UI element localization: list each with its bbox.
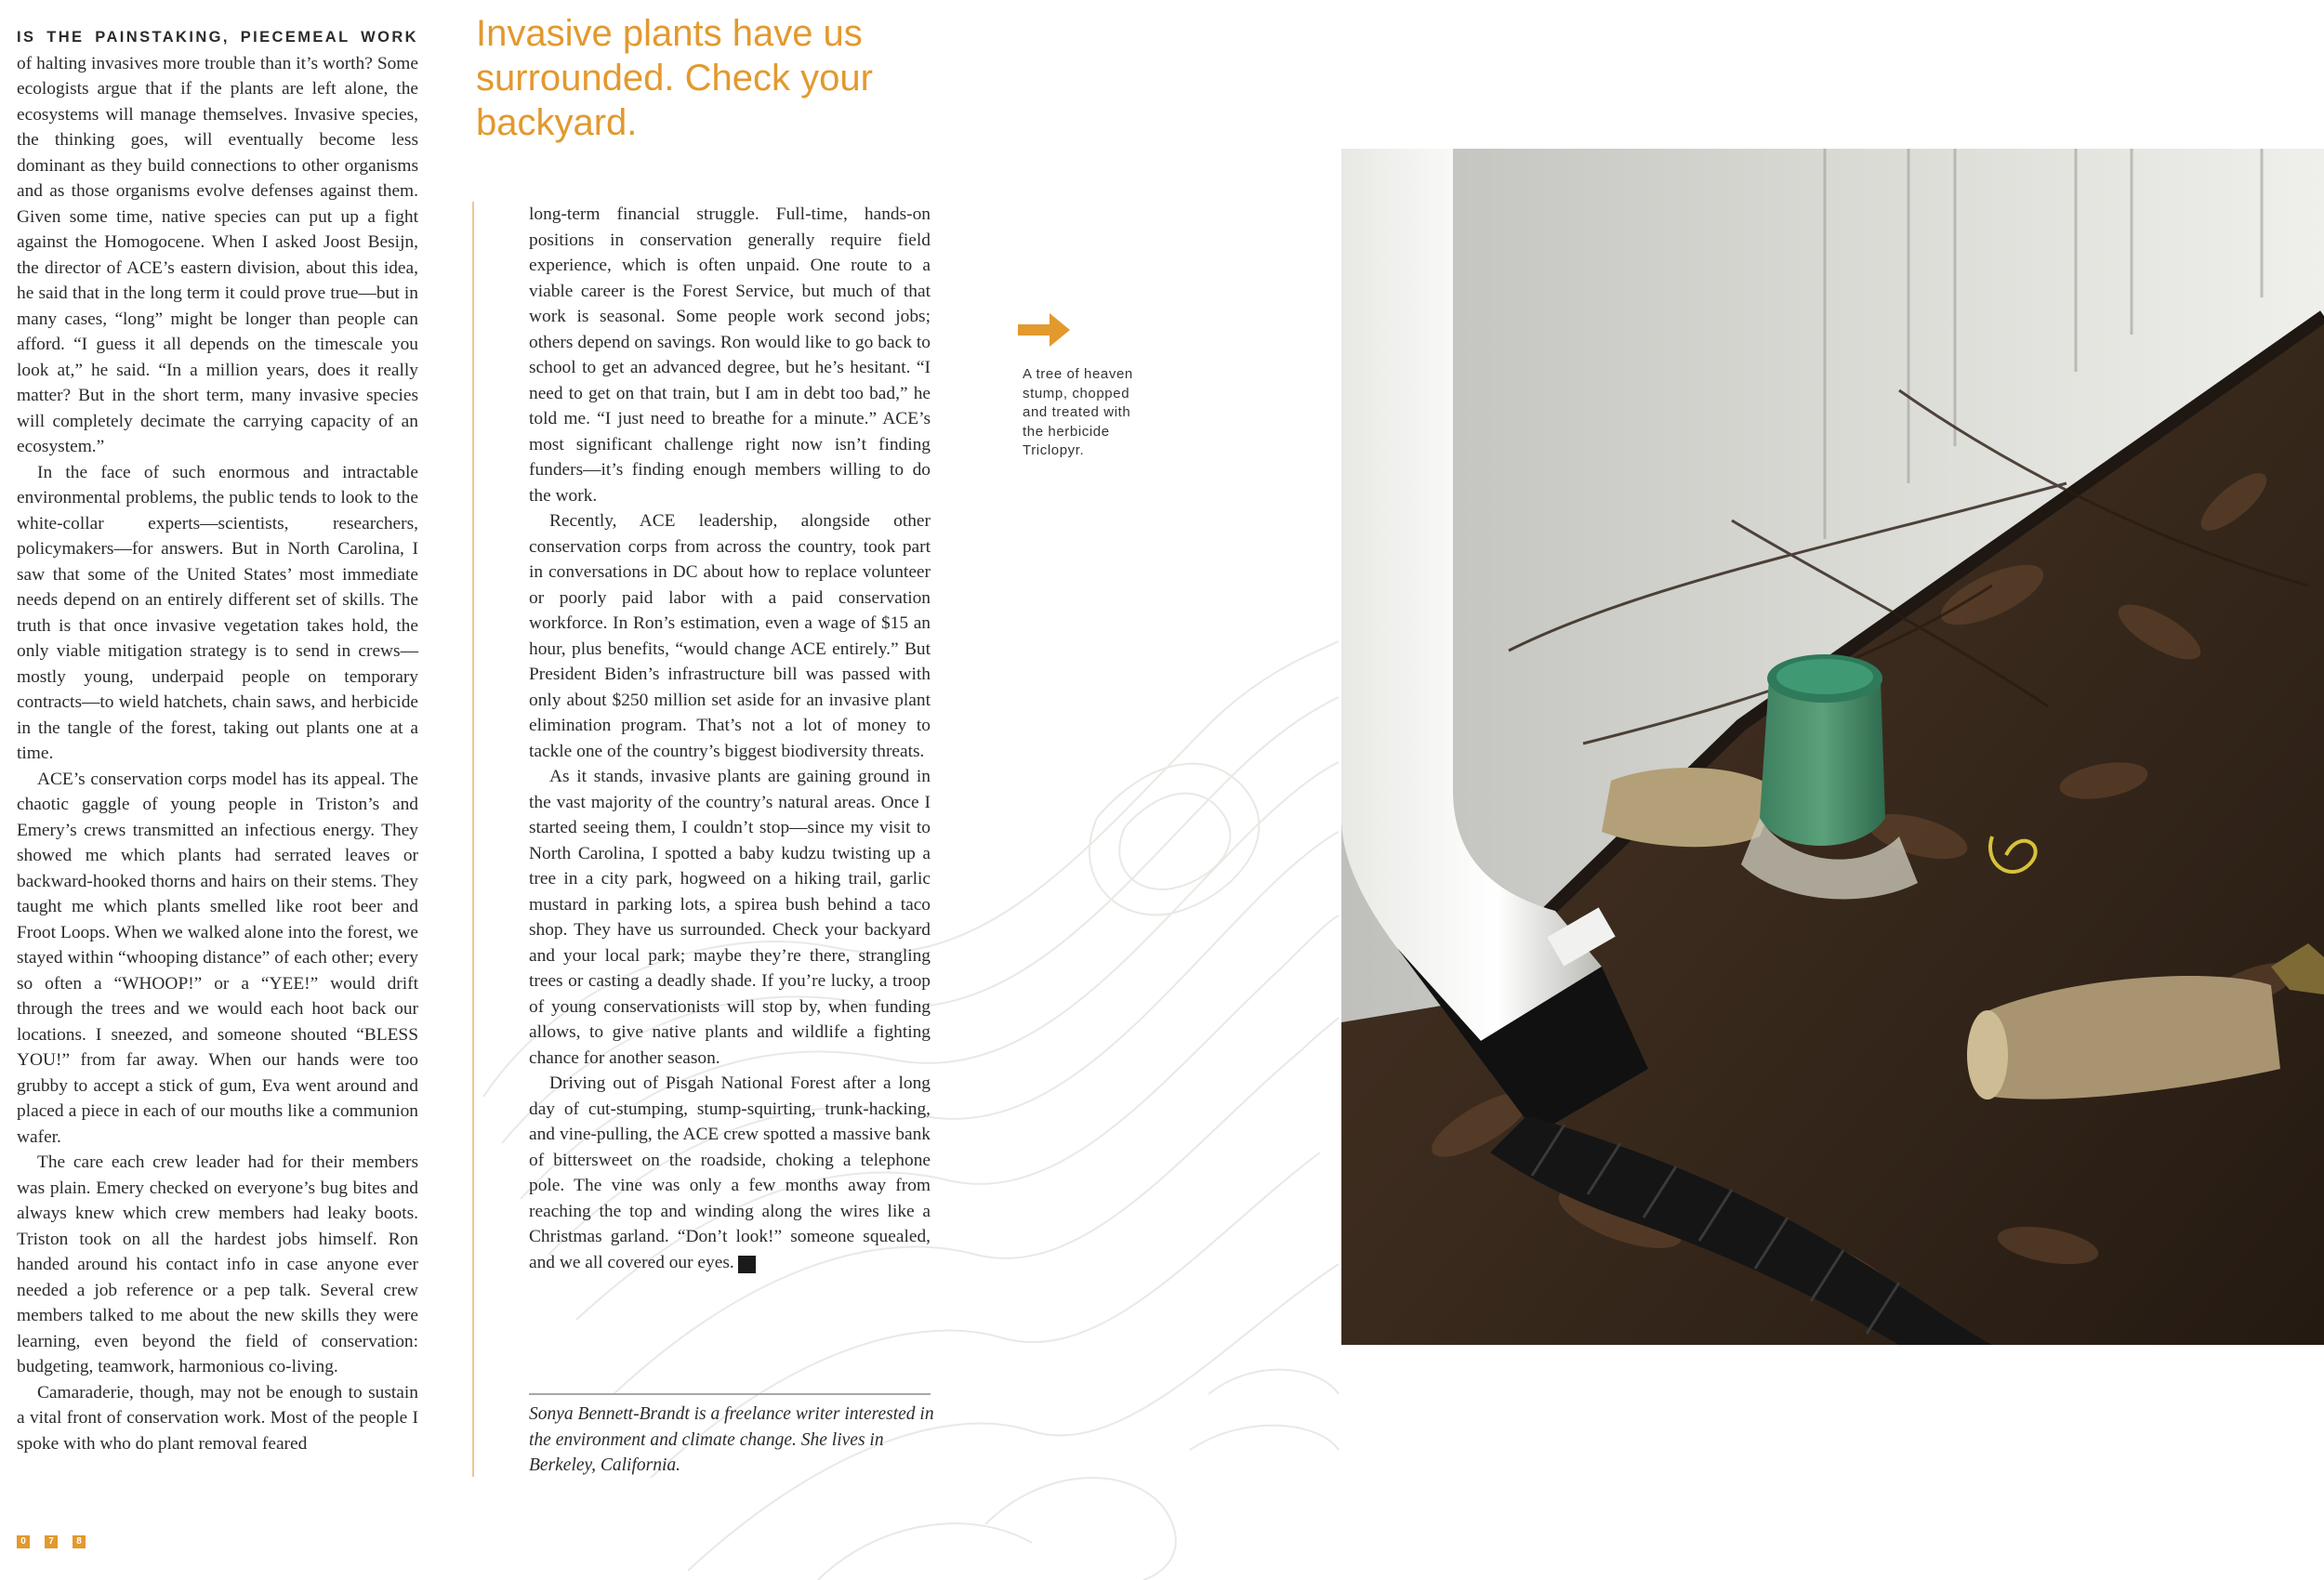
photo-tree-stump-by-downspout bbox=[1341, 149, 2324, 1345]
page-number bbox=[17, 1535, 86, 1548]
paragraph: long-term financial struggle. Full-time, hands-on positions in conservation generally require field experience, which is often unpaid. One route to a viable career is the Forest Service, but much of that work is seasonal. Some people work second jobs; others depend on savings. Ron would like to go back to school to get an advanced degree, but he’s hesitant. “I need to get on that train, but I am in debt too bad,” he told me. “I just need to breathe for a minute.” ACE’s most significant challenge right now isn’t finding funders—it’s finding enough members willing to do the work. bbox=[529, 204, 931, 506]
paragraph bbox=[17, 24, 418, 460]
paragraph: In the face of such enormous and intractable environmental problems, the public tends to look to the white-collar experts—scientists, researchers, policymakers—for answers. But in North Carolina, I saw that some of the United States’ most immediate needs depend on an entirely different set of skills. The truth is that once invasive vegetation takes hold, the only viable mitigation strategy is to send in crews—mostly young, underpaid people on temporary contracts—to wield hatchets, chain saws, and herbicide in the tangle of the forest, taking out plants one at a time. bbox=[17, 462, 418, 763]
pull-quote: Invasive plants have us surrounded. Check your backyard. bbox=[476, 13, 873, 143]
page-number-digit: 0 bbox=[17, 1535, 30, 1548]
paragraph: ACE’s conservation corps model has its appeal. The chaotic gaggle of young people in Triston’s and Emery’s crews transmitted an infectious energy. They showed me which plants had serrated leaves or backward-hooked thorns and hairs on their stems. They taught me which plants smelled like root beer and Froot Loops. When we walked alone into the forest, we stayed within “whooping distance” of each other; every so often a “WHOOP!” or a “YEE!” would drift through the trees and we would each hoot back our locations. I sneezed, and someone shouted “BLESS YOU!” from far away. When our hands were too grubby to accept a stick of gum, Eva went around and placed a piece in each of our mouths like a communion wafer. bbox=[17, 769, 418, 1147]
paragraph: Camaraderie, though, may not be enough to sustain a vital front of conservation work. Most of the people I spoke with who do plant removal feared bbox=[17, 1382, 418, 1454]
photo-caption: A tree of heaven stump, chopped and treated with the herbicide Triclopyr. bbox=[1023, 366, 1133, 459]
column-divider-rule bbox=[472, 202, 474, 1477]
paragraph: As it stands, invasive plants are gaining ground in the vast majority of the country’s natural areas. Once I started seeing them, I couldn’t stop—since my visit to North Carolina, I spotted a baby kudzu twisting up a tree in a city park, hogweed on a hiking trail, garlic mustard in parking lots, a spirea bush behind a taco shop. They have us surrounded. Check your backyard and your local park; maybe they’re there, strangling trees or casting a deadly shade. If you’re lucky, a troop of young conservationists will stop by, when funding allows, to give native plants and wildlife a fighting chance for another season. bbox=[529, 767, 931, 1068]
page-number-digit: 8 bbox=[73, 1535, 86, 1548]
end-mark-icon: W bbox=[738, 1256, 756, 1273]
article-column-2 bbox=[529, 202, 931, 1275]
paragraph: Recently, ACE leadership, alongside other conservation corps from across the country, took part in conversations in DC about how to replace volunteer or poorly paid labor with a paid conservation workforce. In Ron’s estimation, even a wage of $15 an hour, plus benefits, “would change ACE entirely.” But President Biden’s infrastructure bill was passed with only about $250 million set aside for an invasive plant elimination program. That’s not a lot of money to tackle one of the country’s biggest biodiversity threats. bbox=[529, 511, 931, 761]
paragraph-text: of halting invasives more trouble than it’s worth? Some ecologists argue that if the plants are left alone, the ecosystems will manage themselves. Invasive species, the thinking goes, will eventually become less dominant as they build connections to other organisms and as those organisms evolve defenses against them. Given some time, native species can put up a fight against the Homogocene. When I asked Joost Besijn, the director of ACE’s eastern division, about this idea, he said that in the long term it could prove true—but in many cases, “long” might be longer than people can afford. “I guess it all depends on the timescale you look at,” he said. “In a million years, does it really matter? But in the short term, many invasive species will completely decimate the carrying capacity of an ecosystem.” bbox=[17, 53, 418, 456]
arrow-right-icon bbox=[1018, 309, 1072, 350]
page-number-digit: 7 bbox=[45, 1535, 58, 1548]
article-column-1 bbox=[17, 24, 418, 1456]
paragraph-text: Driving out of Pisgah National Forest after a long day of cut-stumping, stump-squirting, trunk-hacking, and vine-pulling, the ACE crew spotted a massive bank of bittersweet on the roadside, choking a telephone pole. The vine was only a few months away from reaching the top and winding along the wires like a Christmas garland. “Don’t look!” someone squealed, and we all covered our eyes. bbox=[529, 1073, 931, 1272]
paragraph: The care each crew leader had for their members was plain. Emery checked on everyone’s bug bites and always knew which crew members had leaky boots. Triston took on all the hardest jobs himself. Ron handed around his contact info in case anyone ever needed a job reference or a pep talk. Several crew members talked to me about the new skills they were learning, even beyond the field of conservation: budgeting, teamwork, harmonious co-living. bbox=[17, 1152, 418, 1376]
photo-illustration bbox=[1341, 149, 2324, 1345]
author-bio: Sonya Bennett-Brandt is a freelance writer interested in the environment and climate change. She lives in Berkeley, California. bbox=[529, 1404, 934, 1475]
paragraph bbox=[529, 1071, 931, 1275]
bio-divider bbox=[529, 1393, 931, 1395]
lead-in: IS THE PAINSTAKING, PIECEMEAL WORK bbox=[17, 29, 418, 46]
